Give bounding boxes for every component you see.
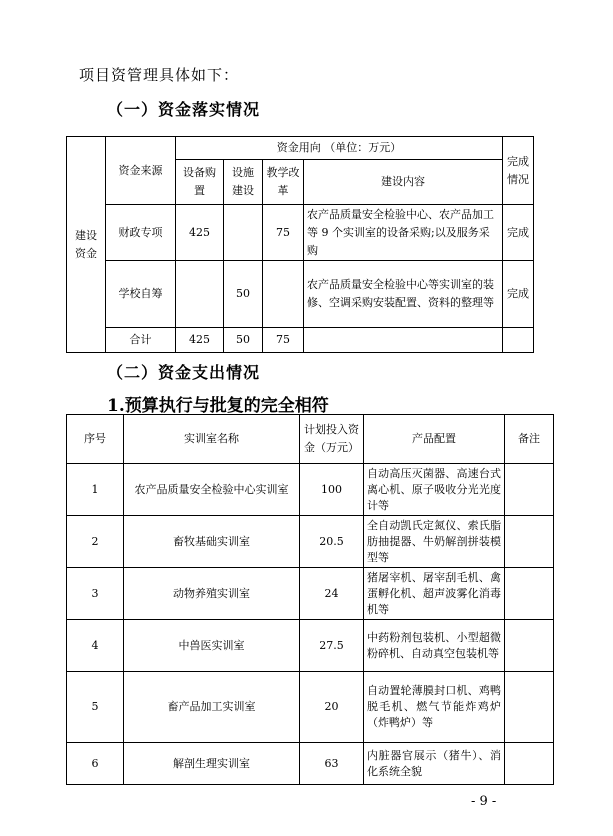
header-reform: 教学改革 [263, 160, 304, 205]
header-config: 产品配置 [364, 415, 505, 464]
source-cell: 财政专项 [106, 205, 176, 261]
section1-title: （一）资金落实情况 [107, 100, 261, 119]
table-row [67, 743, 554, 785]
table-row [67, 672, 554, 743]
header-note: 备注 [505, 415, 554, 464]
header-no: 序号 [67, 415, 124, 464]
total-content [304, 328, 503, 353]
section2-title: （二）资金支出情况 [107, 363, 261, 382]
note-cell [505, 743, 554, 785]
budget-cell: 63 [300, 743, 364, 785]
note-cell [505, 516, 554, 568]
total-label: 合计 [106, 328, 176, 353]
no-cell: 4 [67, 620, 124, 672]
no-cell: 6 [67, 743, 124, 785]
total-status [503, 328, 534, 353]
config-cell: 自动置轮薄膜封口机、鸡鸭脱毛机、燃气节能炸鸡炉（炸鸭炉）等 [364, 672, 505, 743]
budget-cell: 20.5 [300, 516, 364, 568]
config-cell: 猪屠宰机、屠宰刮毛机、禽蛋孵化机、超声波雾化消毒机等 [364, 568, 505, 620]
table-row [67, 516, 554, 568]
reform-cell: 75 [263, 205, 304, 261]
config-cell: 全自动凯氏定氮仪、索氏脂肪抽提器、牛奶解剖拼装模型等 [364, 516, 505, 568]
no-cell: 3 [67, 568, 124, 620]
total-row [67, 328, 534, 353]
status-cell: 完成 [503, 205, 534, 261]
total-equip: 425 [176, 328, 224, 353]
config-cell: 中药粉剂包装机、小型超微粉碎机、自动真空包装机等 [364, 620, 505, 672]
table-row [67, 464, 554, 516]
note-cell [505, 672, 554, 743]
header-source: 资金来源 [106, 137, 176, 205]
header-content: 建设内容 [304, 160, 503, 205]
total-facility: 50 [224, 328, 263, 353]
intro-text: 项目资管理具体如下： [79, 66, 240, 84]
content-cell: 农产品质量安全检验中心、农产品加工等 9 个实训室的设备采购;以及服务采购 [304, 205, 503, 261]
budget-cell: 24 [300, 568, 364, 620]
budget-cell: 20 [300, 672, 364, 743]
table-row [67, 620, 554, 672]
header-name: 实训室名称 [124, 415, 300, 464]
equip-cell: 425 [176, 205, 224, 261]
source-cell: 学校自筹 [106, 261, 176, 328]
header-facility: 设施建设 [224, 160, 263, 205]
table-row [67, 261, 534, 328]
funding-table [66, 136, 534, 353]
name-cell: 动物养殖实训室 [124, 568, 300, 620]
budget-cell: 27.5 [300, 620, 364, 672]
name-cell: 畜牧基础实训室 [124, 516, 300, 568]
status-cell: 完成 [503, 261, 534, 328]
facility-cell [224, 205, 263, 261]
config-cell: 自动高压灭菌器、高速台式离心机、原子吸收分光光度计等 [364, 464, 505, 516]
equip-cell [176, 261, 224, 328]
header-usage: 资金用向 （单位：万元） [176, 137, 503, 160]
no-cell: 5 [67, 672, 124, 743]
name-cell: 畜产品加工实训室 [124, 672, 300, 743]
page-number: - 9 - [471, 794, 497, 809]
name-cell: 解剖生理实训室 [124, 743, 300, 785]
header-status: 完成情况 [503, 137, 534, 205]
no-cell: 2 [67, 516, 124, 568]
expenditure-table [66, 414, 554, 785]
note-cell [505, 620, 554, 672]
note-cell [505, 568, 554, 620]
note-cell [505, 464, 554, 516]
table-row [67, 568, 554, 620]
budget-cell: 100 [300, 464, 364, 516]
total-reform: 75 [263, 328, 304, 353]
content-cell: 农产品质量安全检验中心等实训室的装修、空调采购安装配置、资料的整理等 [304, 261, 503, 328]
table-row [67, 205, 534, 261]
header-budget: 计划投入资金（万元） [300, 415, 364, 464]
reform-cell [263, 261, 304, 328]
name-cell: 农产品质量安全检验中心实训室 [124, 464, 300, 516]
name-cell: 中兽医实训室 [124, 620, 300, 672]
subsection-title: 1.预算执行与批复的完全相符 [107, 396, 329, 416]
header-equip: 设备购置 [176, 160, 224, 205]
facility-cell: 50 [224, 261, 263, 328]
side-label: 建设资金 [67, 137, 106, 353]
no-cell: 1 [67, 464, 124, 516]
config-cell: 内脏器官展示（猪牛）、消化系统全貌 [364, 743, 505, 785]
